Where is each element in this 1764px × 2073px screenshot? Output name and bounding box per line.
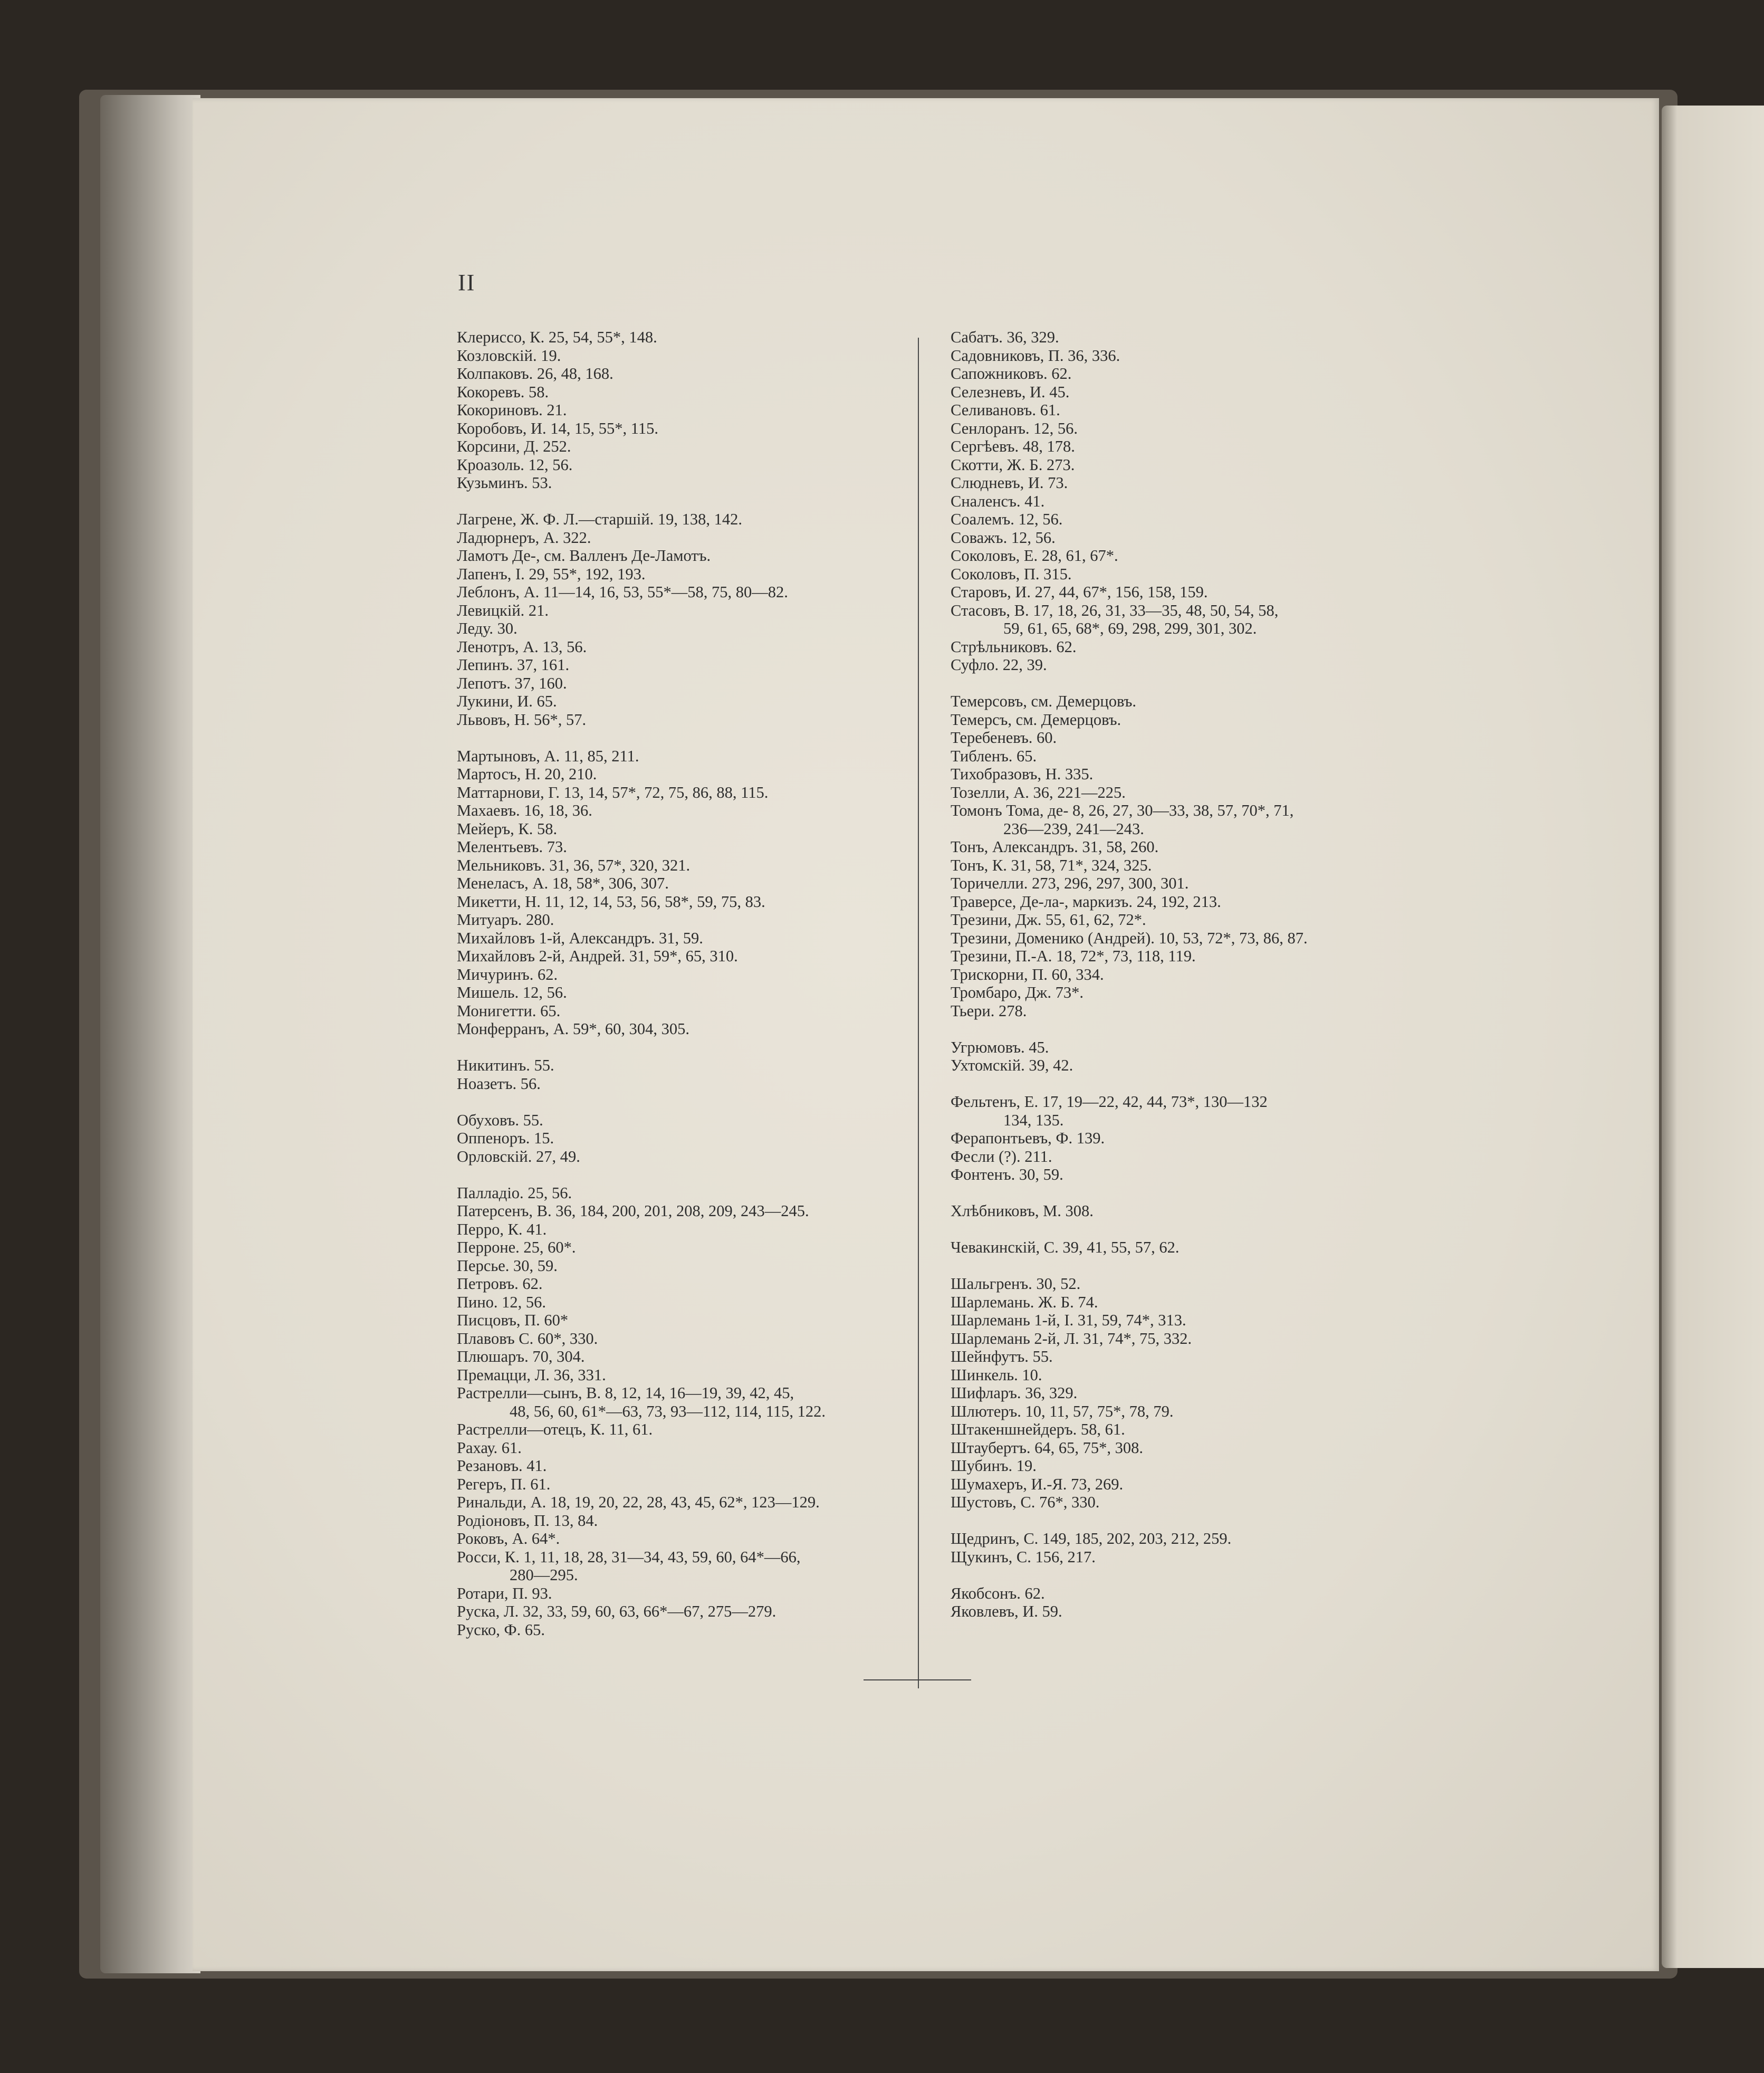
page-number: II (458, 270, 476, 295)
index-entry: Михайловъ 1-й, Александръ. 31, 59. (457, 929, 703, 947)
index-entry: Маттарнови, Г. 13, 14, 57*, 72, 75, 86, 88, 115. (457, 783, 769, 801)
index-entry: Микетти, Н. 11, 12, 14, 53, 56, 58*, 59, 75, 83. (457, 892, 765, 911)
index-entry: Тозелли, А. 36, 221—225. (951, 783, 1126, 801)
index-entry: Шумахеръ, И.-Я. 73, 269. (951, 1475, 1124, 1493)
index-entry: Леблонъ, А. 11—14, 16, 53, 55*—58, 75, 80—82. (457, 583, 788, 601)
index-entry: Корсини, Д. 252. (457, 437, 571, 455)
section-gap (951, 1566, 1404, 1584)
index-entry: Михайловъ 2-й, Андрей. 31, 59*, 65, 310. (457, 947, 738, 965)
index-entry: Сенлоранъ. 12, 56. (951, 419, 1078, 437)
index-entry: Лепинъ. 37, 161. (457, 656, 570, 674)
index-entry: Мартосъ, Н. 20, 210. (457, 765, 597, 783)
index-entry: Штаубертъ. 64, 65, 75*, 308. (951, 1438, 1144, 1457)
index-entry: Лагрене, Ж. Ф. Л.—старшій. 19, 138, 142. (457, 510, 743, 528)
index-entry: Штакеншнейдеръ. 58, 61. (951, 1420, 1125, 1438)
index-entry: Фельтенъ, Е. 17, 19—22, 42, 44, 73*, 130—132 (951, 1093, 1268, 1111)
index-entry: Мишель. 12, 56. (457, 983, 567, 1001)
index-entry: Пино. 12, 56. (457, 1293, 547, 1311)
index-entry: Митуаръ. 280. (457, 911, 554, 929)
index-entry: Шлютеръ. 10, 11, 57, 75*, 78, 79. (951, 1402, 1174, 1420)
index-entry: Обуховъ. 55. (457, 1111, 543, 1129)
index-entry: Ленотръ, А. 13, 56. (457, 637, 587, 656)
index-entry: Мартыновъ, А. 11, 85, 211. (457, 747, 639, 765)
index-entry: Трезини, Доменико (Андрей). 10, 53, 72*, 73, 86, 87. (951, 929, 1308, 947)
index-entry: Монигетти. 65. (457, 1001, 561, 1020)
index-entry: Ламотъ Де-, см. Валленъ Де-Ламотъ. (457, 547, 711, 565)
facing-page-edge (1662, 106, 1764, 1968)
index-entry: Тьери. 278. (951, 1001, 1027, 1020)
index-entry: Трискорни, П. 60, 334. (951, 965, 1104, 983)
index-entry: Фонтенъ. 30, 59. (951, 1166, 1063, 1183)
page-stack-edge (100, 95, 200, 1973)
index-entry: Шубинъ. 19. (951, 1457, 1037, 1475)
index-entry: Кокориновъ. 21. (457, 401, 567, 419)
index-entry: Шарлемань 1-й, I. 31, 59, 74*, 313. (951, 1311, 1186, 1329)
section-gap (951, 1220, 1404, 1239)
index-entry: Шарлемань 2-й, Л. 31, 74*, 75, 332. (951, 1329, 1192, 1348)
index-entry: Регеръ, П. 61. (457, 1475, 551, 1493)
index-entry: Кроазоль. 12, 56. (457, 455, 573, 474)
index-entry: Коробовъ, И. 14, 15, 55*, 115. (457, 419, 659, 437)
index-entry: Росси, К. 1, 11, 18, 28, 31—34, 43, 59, 60, 64*—66, (457, 1547, 801, 1566)
index-entry: Шустовъ, С. 76*, 330. (951, 1493, 1100, 1511)
index-entry: Стрѣльниковъ. 62. (951, 637, 1077, 656)
index-entry: Ринальди, А. 18, 19, 20, 22, 28, 43, 45, 62*, 123—129. (457, 1493, 820, 1511)
section-gap (457, 1093, 932, 1111)
index-entry: Чевакинскій, С. 39, 41, 55, 57, 62. (951, 1238, 1180, 1256)
index-entry: Сабатъ. 36, 329. (951, 328, 1059, 346)
index-entry: Шинкель. 10. (951, 1365, 1042, 1384)
index-entry: Сапожниковъ. 62. (951, 365, 1072, 383)
index-entry: Темерсъ, см. Демерцовъ. (951, 710, 1121, 729)
index-entry: Родіоновъ, П. 13, 84. (457, 1511, 598, 1530)
index-entry: Махаевъ. 16, 18, 36. (457, 801, 592, 819)
index-entry: Ноазетъ. 56. (457, 1074, 541, 1093)
index-entry: Старовъ, И. 27, 44, 67*, 156, 158, 159. (951, 583, 1208, 601)
index-entry: Монферранъ, А. 59*, 60, 304, 305. (457, 1020, 690, 1038)
index-entry: Фесли (?). 211. (951, 1147, 1052, 1166)
index-entry: Ладюрнеръ, А. 322. (457, 528, 591, 547)
index-entry: Суфло. 22, 39. (951, 656, 1047, 674)
index-entry: Лепотъ. 37, 160. (457, 674, 567, 692)
index-entry: Слюдневъ, И. 73. (951, 474, 1068, 492)
index-entry: Сергѣевъ. 48, 178. (951, 437, 1075, 455)
index-entry: Персье. 30, 59. (457, 1256, 558, 1275)
index-entry: Садовниковъ, П. 36, 336. (951, 346, 1120, 365)
index-entry-continuation: 134, 135. (1003, 1111, 1064, 1129)
index-entry: Торичелли. 273, 296, 297, 300, 301. (951, 874, 1189, 892)
index-entry: Щукинъ, С. 156, 217. (951, 1547, 1096, 1566)
index-entry: Роковъ, А. 64*. (457, 1530, 560, 1547)
index-entry: Селивановъ. 61. (951, 401, 1060, 419)
column-divider (918, 338, 919, 1688)
index-entry: Скотти, Ж. Б. 273. (951, 455, 1075, 474)
index-entry: Руска, Л. 32, 33, 59, 60, 63, 66*—67, 275—279. (457, 1602, 776, 1620)
index-entry: Тонъ, К. 31, 58, 71*, 324, 325. (951, 856, 1152, 874)
index-entry: Плавовъ С. 60*, 330. (457, 1329, 598, 1348)
end-rule (864, 1679, 971, 1680)
index-entry: Томонъ Тома, де- 8, 26, 27, 30—33, 38, 57, 70*, 71, (951, 801, 1294, 819)
index-entry: Шальгренъ. 30, 52. (951, 1275, 1081, 1293)
index-entry: Львовъ, Н. 56*, 57. (457, 710, 587, 729)
index-entry: Соколовъ, Е. 28, 61, 67*. (951, 547, 1118, 565)
index-entry: Шейнфутъ. 55. (951, 1348, 1053, 1365)
index-entry: Траверсе, Де-ла-, маркизъ. 24, 192, 213. (951, 892, 1221, 911)
index-entry: Растрелли—отецъ, К. 11, 61. (457, 1420, 653, 1438)
index-entry: Шарлемань. Ж. Б. 74. (951, 1293, 1098, 1311)
index-entry: Кузьминъ. 53. (457, 474, 552, 492)
index-entry-continuation: 236—239, 241—243. (1003, 819, 1144, 838)
index-entry: Резановъ. 41. (457, 1457, 547, 1475)
index-entry: Угрюмовъ. 45. (951, 1038, 1049, 1056)
index-entry: Менеласъ, А. 18, 58*, 306, 307. (457, 874, 669, 892)
section-gap (457, 729, 932, 747)
index-entry: Премацци, Л. 36, 331. (457, 1365, 606, 1384)
index-entry: Плюшаръ. 70, 304. (457, 1348, 585, 1365)
index-entry: Мельниковъ. 31, 36, 57*, 320, 321. (457, 856, 691, 874)
index-entry: Оппеноръ. 15. (457, 1129, 554, 1147)
index-column-right (951, 328, 1404, 1621)
index-entry: Теребеневъ. 60. (951, 729, 1057, 747)
index-entry: Трезини, Дж. 55, 61, 62, 72*. (951, 911, 1146, 929)
section-gap (457, 1166, 932, 1184)
index-entry: Перро, К. 41. (457, 1220, 547, 1238)
index-entry: Ферапонтьевъ, Ф. 139. (951, 1129, 1105, 1147)
index-entry: Колпаковъ. 26, 48, 168. (457, 365, 613, 383)
index-entry: Яковлевъ, И. 59. (951, 1602, 1062, 1620)
index-entry: Мелентьевъ. 73. (457, 838, 567, 856)
index-entry: Кокоревъ. 58. (457, 383, 549, 401)
index-entry: Растрелли—сынъ, В. 8, 12, 14, 16—19, 39, 42, 45, (457, 1384, 794, 1402)
index-entry: Палладіо. 25, 56. (457, 1183, 572, 1202)
index-entry: Тихобразовъ, Н. 335. (951, 765, 1094, 783)
section-gap (457, 1038, 932, 1057)
section-gap (951, 1075, 1404, 1093)
index-entry: Ротари, П. 93. (457, 1584, 552, 1602)
index-entry: Лукини, И. 65. (457, 692, 557, 710)
index-entry-continuation: 280—295. (510, 1566, 578, 1584)
index-entry: Орловскій. 27, 49. (457, 1147, 580, 1166)
index-entry: Леду. 30. (457, 619, 517, 637)
index-entry: Темерсовъ, см. Демерцовъ. (951, 692, 1137, 710)
index-entry: Шифларъ. 36, 329. (951, 1384, 1078, 1402)
index-entry-continuation: 48, 56, 60, 61*—63, 73, 93—112, 114, 115, 122. (510, 1402, 826, 1420)
index-entry: Сналенсъ. 41. (951, 492, 1045, 510)
index-entry: Петровъ. 62. (457, 1275, 543, 1293)
index-entry: Патерсенъ, В. 36, 184, 200, 201, 208, 209, 243—245. (457, 1202, 809, 1220)
index-entry: Ухтомскій. 39, 42. (951, 1056, 1073, 1074)
index-entry: Перроне. 25, 60*. (457, 1238, 576, 1256)
index-entry: Трезини, П.-А. 18, 72*, 73, 118, 119. (951, 947, 1196, 965)
index-column-left (457, 328, 932, 1639)
index-entry-continuation: 59, 61, 65, 68*, 69, 298, 299, 301, 302. (1003, 619, 1257, 637)
section-gap (951, 1020, 1404, 1038)
index-entry: Никитинъ. 55. (457, 1056, 554, 1074)
index-entry: Хлѣбниковъ, М. 308. (951, 1202, 1094, 1220)
index-entry: Мейеръ, К. 58. (457, 819, 558, 838)
index-entry: Козловскій. 19. (457, 346, 561, 365)
index-entry: Левицкій. 21. (457, 601, 549, 619)
index-entry: Соважъ. 12, 56. (951, 528, 1056, 547)
index-entry: Соколовъ, П. 315. (951, 565, 1072, 583)
index-entry: Соалемъ. 12, 56. (951, 510, 1063, 528)
index-entry: Якобсонъ. 62. (951, 1584, 1045, 1602)
index-entry: Рахау. 61. (457, 1438, 522, 1457)
index-entry: Тромбаро, Дж. 73*. (951, 983, 1084, 1001)
section-gap (951, 1184, 1404, 1202)
index-entry: Клериссо, К. 25, 54, 55*, 148. (457, 328, 657, 346)
section-gap (951, 674, 1404, 693)
index-entry: Тонъ, Александръ. 31, 58, 260. (951, 838, 1159, 856)
index-entry: Лапенъ, I. 29, 55*, 192, 193. (457, 565, 646, 583)
index-entry: Писцовъ, П. 60* (457, 1311, 569, 1329)
index-entry: Щедринъ, С. 149, 185, 202, 203, 212, 259. (951, 1530, 1232, 1547)
index-entry: Мичуринъ. 62. (457, 965, 558, 983)
index-entry: Селезневъ, И. 45. (951, 383, 1070, 401)
section-gap (457, 492, 932, 511)
section-gap (951, 1257, 1404, 1275)
index-entry: Стасовъ, В. 17, 18, 26, 31, 33—35, 48, 50, 54, 58, (951, 601, 1279, 619)
index-entry: Тибленъ. 65. (951, 747, 1037, 765)
section-gap (951, 1512, 1404, 1530)
index-entry: Руско, Ф. 65. (457, 1620, 545, 1639)
